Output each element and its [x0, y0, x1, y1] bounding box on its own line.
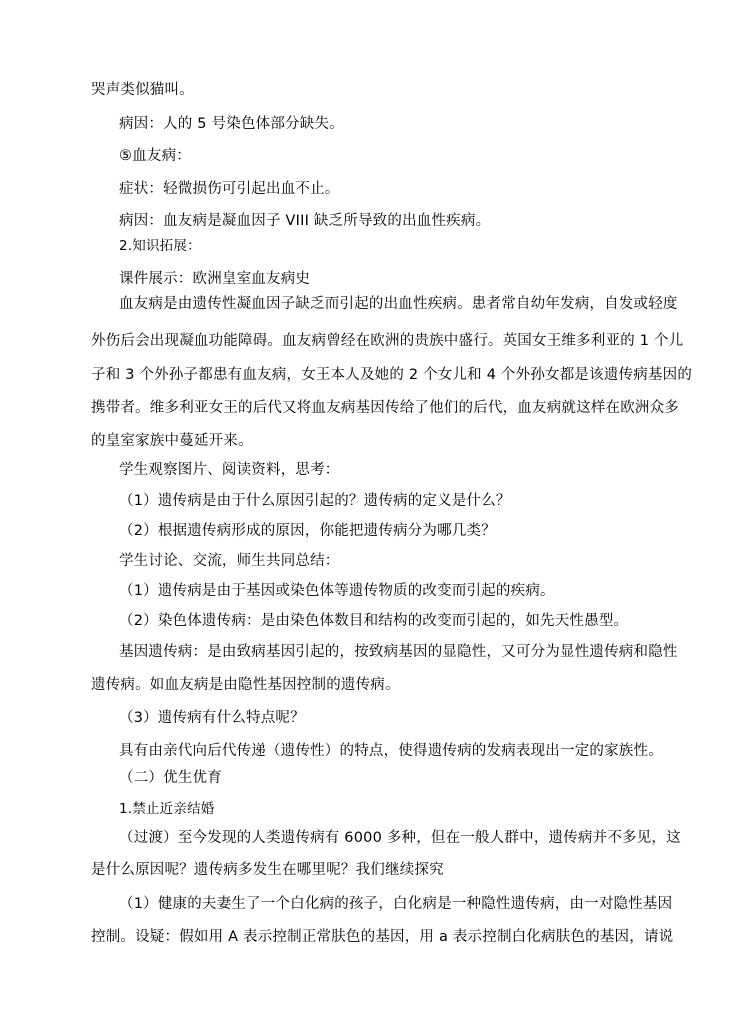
text-line: 哭声类似猫叫。 [91, 82, 194, 98]
text-line: （1）遗传病是由于什么原因引起的？遗传病的定义是什么？ [119, 493, 511, 509]
text-line: 是什么原因呢？遗传病多发生在哪里呢？我们继续探究 [91, 862, 444, 878]
text-line: （3）遗传病有什么特点呢？ [119, 710, 305, 726]
text-line: 病因：血友病是凝血因子 VIII 缺乏所导致的出血性疾病。 [119, 213, 491, 229]
text-line: 学生观察图片、阅读资料，思考： [119, 462, 340, 478]
text-line: 学生讨论、交流，师生共同总结： [119, 553, 340, 569]
text-line: 具有由亲代向后代传递（遗传性）的特点，使得遗传病的发病表现出一定的家族性。 [119, 743, 663, 759]
text-line: （2）染色体遗传病：是由染色体数目和结构的改变而引起的，如先天性愚型。 [119, 613, 629, 629]
text-line: 子和 3 个外孙子都患有血友病，女王本人及她的 2 个女儿和 4 个外孙女都是该遗传病基因的 [91, 367, 693, 383]
text-line: 病因：人的 5 号染色体部分缺失。 [119, 116, 344, 132]
section-heading: 2.知识拓展： [119, 238, 201, 254]
text-line: ⑤血友病： [119, 148, 191, 164]
text-line: （过渡）至今发现的人类遗传病有 6000 多种，但在一般人群中，遗传病并不多见，这 [119, 830, 681, 846]
text-line: 基因遗传病：是由致病基因引起的，按致病基因的显隐性，又可分为显性遗传病和隐性 [119, 644, 678, 660]
text-line: 控制。设疑：假如用 A 表示控制正常肤色的基因，用 a 表示控制白化病肤色的基因，请说 [91, 929, 674, 945]
text-line: 遗传病。如血友病是由隐性基因控制的遗传病。 [91, 677, 400, 693]
section-heading: 1.禁止近亲结婚 [119, 801, 215, 817]
text-line: 课件展示：欧洲皇室血友病史 [119, 271, 311, 287]
text-line: （1）健康的夫妻生了一个白化病的孩子，白化病是一种隐性遗传病，由一对隐性基因 [119, 896, 673, 912]
text-line: 症状：轻微损伤可引起出血不止。 [119, 181, 340, 197]
text-line: （2）根据遗传病形成的原因，你能把遗传病分为哪几类？ [119, 523, 496, 539]
text-line: 的皇室家族中蔓延开来。 [91, 433, 253, 449]
text-line: 血友病是由遗传性凝血因子缺乏而引起的出血性疾病。患者常自幼年发病，自发或轻度 [119, 296, 678, 312]
text-line: 外伤后会出现凝血功能障碍。血友病曾经在欧洲的贵族中盛行。英国女王维多利亚的 1 个儿 [91, 333, 684, 349]
section-heading: （二）优生优育 [119, 770, 222, 786]
text-line: 携带者。维多利亚女王的后代又将血友病基因传给了他们的后代，血友病就这样在欧洲众多 [91, 400, 679, 416]
text-line: （1）遗传病是由于基因或染色体等遗传物质的改变而引起的疾病。 [119, 583, 555, 599]
